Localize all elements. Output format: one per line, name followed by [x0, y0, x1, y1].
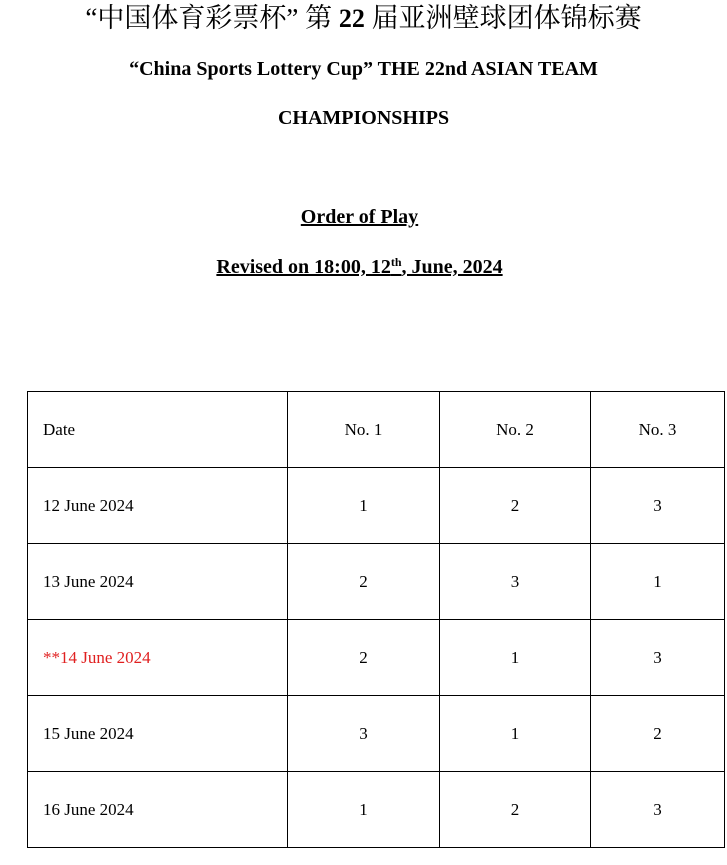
english-title-line2: CHAMPIONSHIPS: [277, 107, 450, 129]
table-row: [28, 544, 725, 620]
table-row: [28, 468, 725, 544]
row-date: 12 June 2024: [28, 468, 288, 544]
row-no2: 3: [440, 544, 591, 620]
revised-prefix: Revised on 18:00, 12: [216, 256, 391, 278]
row-date: 16 June 2024: [28, 772, 288, 848]
row-no3: 2: [591, 696, 725, 772]
row-no2: 2: [440, 468, 591, 544]
row-no3: 3: [591, 468, 725, 544]
row-date-highlighted: **14 June 2024: [28, 620, 288, 696]
english-title-line1: “China Sports Lottery Cup” THE 22nd ASIAN TEAM: [129, 58, 598, 80]
table-header-row: [28, 392, 725, 468]
table-row: [28, 696, 725, 772]
chinese-title-edition-number: 22: [338, 4, 365, 33]
table-row: [28, 620, 725, 696]
row-no3: 3: [591, 620, 725, 696]
row-no2: 1: [440, 620, 591, 696]
chinese-title-part2: 届亚洲壁球团体锦标赛: [364, 3, 642, 33]
header-no1: No. 1: [288, 392, 440, 468]
row-no1: 1: [288, 772, 440, 848]
row-no1: 2: [288, 620, 440, 696]
row-no3: 1: [591, 544, 725, 620]
row-no1: 2: [288, 544, 440, 620]
header-no2: No. 2: [440, 392, 591, 468]
row-no1: 3: [288, 696, 440, 772]
order-of-play-heading: Order of Play: [300, 206, 419, 228]
row-date: 13 June 2024: [28, 544, 288, 620]
row-no2: 1: [440, 696, 591, 772]
revised-ordinal-suffix: th: [390, 255, 402, 269]
chinese-title-part1: “中国体育彩票杯” 第: [85, 3, 339, 33]
revised-rest: , June, 2024: [401, 256, 503, 278]
table-row: [28, 772, 725, 848]
header-date: Date: [28, 392, 288, 468]
row-no2: 2: [440, 772, 591, 848]
row-date: 15 June 2024: [28, 696, 288, 772]
row-no1: 1: [288, 468, 440, 544]
row-no3: 3: [591, 772, 725, 848]
chinese-title: [0, 0, 727, 37]
order-of-play-table: [27, 391, 725, 848]
header-no3: No. 3: [591, 392, 725, 468]
revised-date-heading: [0, 254, 723, 280]
